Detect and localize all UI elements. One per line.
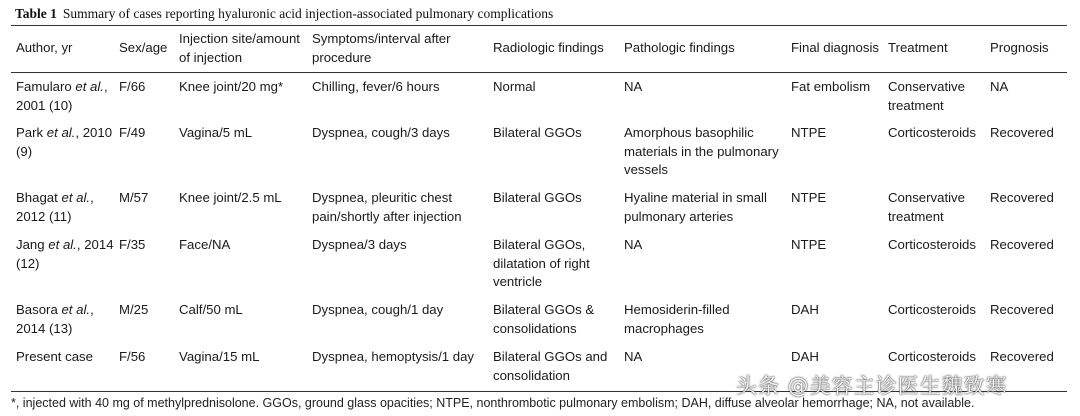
cell-injection: Vagina/5 mL xyxy=(179,125,253,140)
table-row xyxy=(11,183,1067,230)
cell-diagnosis: NTPE xyxy=(791,125,827,140)
cell-injection: Knee joint/20 mg* xyxy=(179,79,284,94)
cell-pathologic: Hemosiderin-filled macrophages xyxy=(624,302,730,336)
table-header-row xyxy=(11,28,1067,72)
cell-pathologic: Hyaline material in small pulmonary arteries xyxy=(624,190,767,224)
cell-treatment: Corticosteroids xyxy=(888,125,976,140)
header-radiologic: Radiologic findings xyxy=(493,40,604,55)
cell-injection: Face/NA xyxy=(179,237,231,252)
cell-radiologic: Bilateral GGOs, dilatation of right ventricle xyxy=(493,237,590,289)
header-author: Author, yr xyxy=(16,40,73,55)
cell-symptoms: Dyspnea, pleuritic chest pain/shortly after injection xyxy=(312,190,462,224)
cell-prognosis: NA xyxy=(990,79,1009,94)
cell-pathologic: NA xyxy=(624,237,643,252)
cell-prognosis: Recovered xyxy=(990,125,1054,140)
header-pathologic: Pathologic findings xyxy=(624,40,735,55)
cell-sex-age: F/49 xyxy=(119,125,146,140)
cell-pathologic: NA xyxy=(624,349,643,364)
cell-author: Bhagat et al., 2012 (11) xyxy=(16,190,94,224)
cell-diagnosis: DAH xyxy=(791,302,819,317)
cell-diagnosis: NTPE xyxy=(791,190,827,205)
cell-author: Park et al., 2010 (9) xyxy=(16,125,113,159)
cell-author: Jang et al., 2014 (12) xyxy=(16,237,114,271)
table-row xyxy=(11,72,1067,118)
cell-radiologic: Bilateral GGOs & consolidations xyxy=(493,302,595,336)
header-diagnosis: Final diagnosis xyxy=(791,40,879,55)
cell-diagnosis: NTPE xyxy=(791,237,827,252)
cell-injection: Knee joint/2.5 mL xyxy=(179,190,282,205)
cell-radiologic: Normal xyxy=(493,79,536,94)
header-injection: Injection site/amount of injection xyxy=(179,31,300,65)
cell-author: Present case xyxy=(16,349,93,364)
header-prognosis: Prognosis xyxy=(990,40,1049,55)
watermark-text: 头条 @美容主诊医生魏致寒 xyxy=(736,374,1008,398)
cell-symptoms: Dyspnea, hemoptysis/1 day xyxy=(312,349,474,364)
cell-injection: Calf/50 mL xyxy=(179,302,243,317)
cell-radiologic: Bilateral GGOs xyxy=(493,125,582,140)
cell-sex-age: F/35 xyxy=(119,237,146,252)
table-row xyxy=(11,230,1067,295)
cell-symptoms: Dyspnea, cough/3 days xyxy=(312,125,450,140)
summary-table xyxy=(11,28,1067,388)
table-caption-text: Summary of cases reporting hyaluronic acid injection-associated pulmonary complications xyxy=(62,6,554,21)
table-top-rule xyxy=(11,25,1067,26)
cell-diagnosis: Fat embolism xyxy=(791,79,871,94)
cell-symptoms: Dyspnea/3 days xyxy=(312,237,407,252)
cell-injection: Vagina/15 mL xyxy=(179,349,260,364)
cell-sex-age: F/56 xyxy=(119,349,146,364)
table-row xyxy=(11,118,1067,183)
cell-prognosis: Recovered xyxy=(990,302,1054,317)
header-treatment: Treatment xyxy=(888,40,948,55)
header-symptoms: Symptoms/interval after procedure xyxy=(312,31,451,65)
table-caption-label: Table 1 xyxy=(15,6,57,21)
cell-treatment: Conservative treatment xyxy=(888,79,965,113)
cell-symptoms: Dyspnea, cough/1 day xyxy=(312,302,444,317)
cell-treatment: Corticosteroids xyxy=(888,349,976,364)
cell-treatment: Corticosteroids xyxy=(888,237,976,252)
cell-radiologic: Bilateral GGOs and consolidation xyxy=(493,349,608,383)
cell-symptoms: Chilling, fever/6 hours xyxy=(312,79,440,94)
table-caption xyxy=(15,6,553,22)
cell-prognosis: Recovered xyxy=(990,190,1054,205)
cell-sex-age: M/25 xyxy=(119,302,149,317)
cell-pathologic: Amorphous basophilic materials in the pulmonary vessels xyxy=(624,125,779,177)
cell-pathologic: NA xyxy=(624,79,643,94)
cell-prognosis: Recovered xyxy=(990,349,1054,364)
cell-treatment: Conservative treatment xyxy=(888,190,965,224)
cell-prognosis: Recovered xyxy=(990,237,1054,252)
table-row xyxy=(11,295,1067,342)
cell-sex-age: F/66 xyxy=(119,79,146,94)
cell-treatment: Corticosteroids xyxy=(888,302,976,317)
cell-sex-age: M/57 xyxy=(119,190,149,205)
cell-diagnosis: DAH xyxy=(791,349,819,364)
cell-author: Famularo et al., 2001 (10) xyxy=(16,79,108,113)
cell-radiologic: Bilateral GGOs xyxy=(493,190,582,205)
table-footnote: *, injected with 40 mg of methylprednisolone. GGOs, ground glass opacities; NTPE, nonthrombotic pulmonary embolism; DAH, diffuse alveolar hemorrhage; NA, not available. xyxy=(11,396,975,410)
cell-author: Basora et al., 2014 (13) xyxy=(16,302,94,336)
header-sex-age: Sex/age xyxy=(119,40,168,55)
